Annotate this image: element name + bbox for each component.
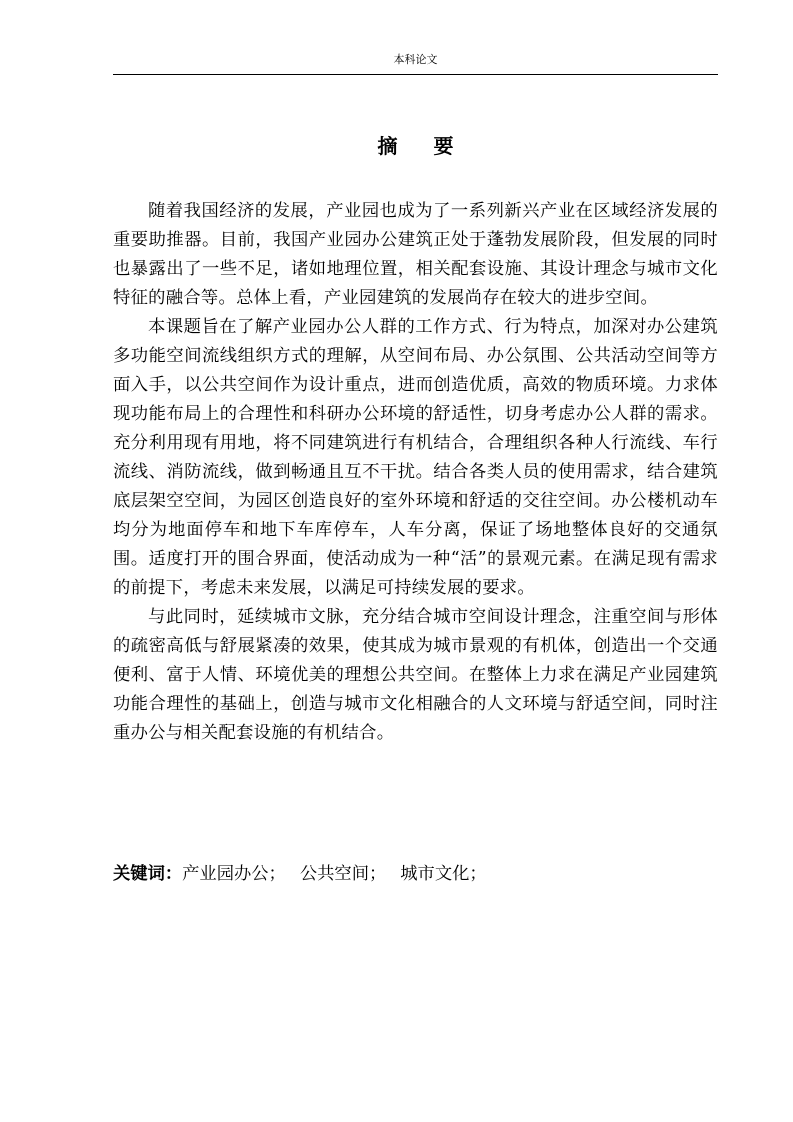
abstract-paragraph: 本课题旨在了解产业园办公人群的工作方式、行为特点，加深对办公建筑多功能空间流线组织方式的理解，从空间布局、办公氛围、公共活动空间等方面入手，以公共空间作为设计重点，进而创造优质，高效的物质环境。力求体现功能布局上的合理性和科研办公环境的舒适性，切身考虑办公人群的需求。充分利用现有用地，将不同建筑进行有机结合，合理组织各种人行流线、车行流线、消防流线，做到畅通且互不干扰。结合各类人员的使用需求，结合建筑底层架空空间，为园区创造良好的室外环境和舒适的交往空间。办公楼机动车均分为地面停车和地下车库停车，人车分离，保证了场地整体良好的交通氛围。适度打开的围合界面，使活动成为一种“活”的景观元素。在满足现有需求的前提下，考虑未来发展，以满足可持续发展的要求。 xyxy=(113,317,718,598)
keywords-label: 关键词： xyxy=(113,864,183,884)
keywords-line xyxy=(113,860,718,889)
keyword-item: 城市文化； xyxy=(400,864,487,884)
abstract-paragraph: 与此同时，延续城市文脉，充分结合城市空间设计理念，注重空间与形体的疏密高低与舒展紧凑的效果，使其成为城市景观的有机体，创造出一个交通便利、富于人情、环境优美的理想公共空间。在整体上力求在满足产业园建筑功能合理性的基础上，创造与城市文化相融合的人文环境与舒适空间，同时注重办公与相关配套设施的有机结合。 xyxy=(113,607,718,743)
page-header xyxy=(113,52,718,75)
header-label: 本科论文 xyxy=(393,53,438,66)
abstract-body xyxy=(113,197,718,748)
page-title: 摘要 xyxy=(377,134,490,158)
abstract-paragraph: 随着我国经济的发展，产业园也成为了一系列新兴产业在区域经济发展的重要助推器。目前，我国产业园办公建筑正处于蓬勃发展阶段，但发展的同时也暴露出了一些不足，诸如地理位置，相关配套设施、其设计理念与城市文化特征的融合等。总体上看，产业园建筑的发展尚存在较大的进步空间。 xyxy=(113,201,718,308)
keyword-item: 公共空间； xyxy=(299,864,387,884)
keyword-item: 产业园办公； xyxy=(182,864,286,884)
